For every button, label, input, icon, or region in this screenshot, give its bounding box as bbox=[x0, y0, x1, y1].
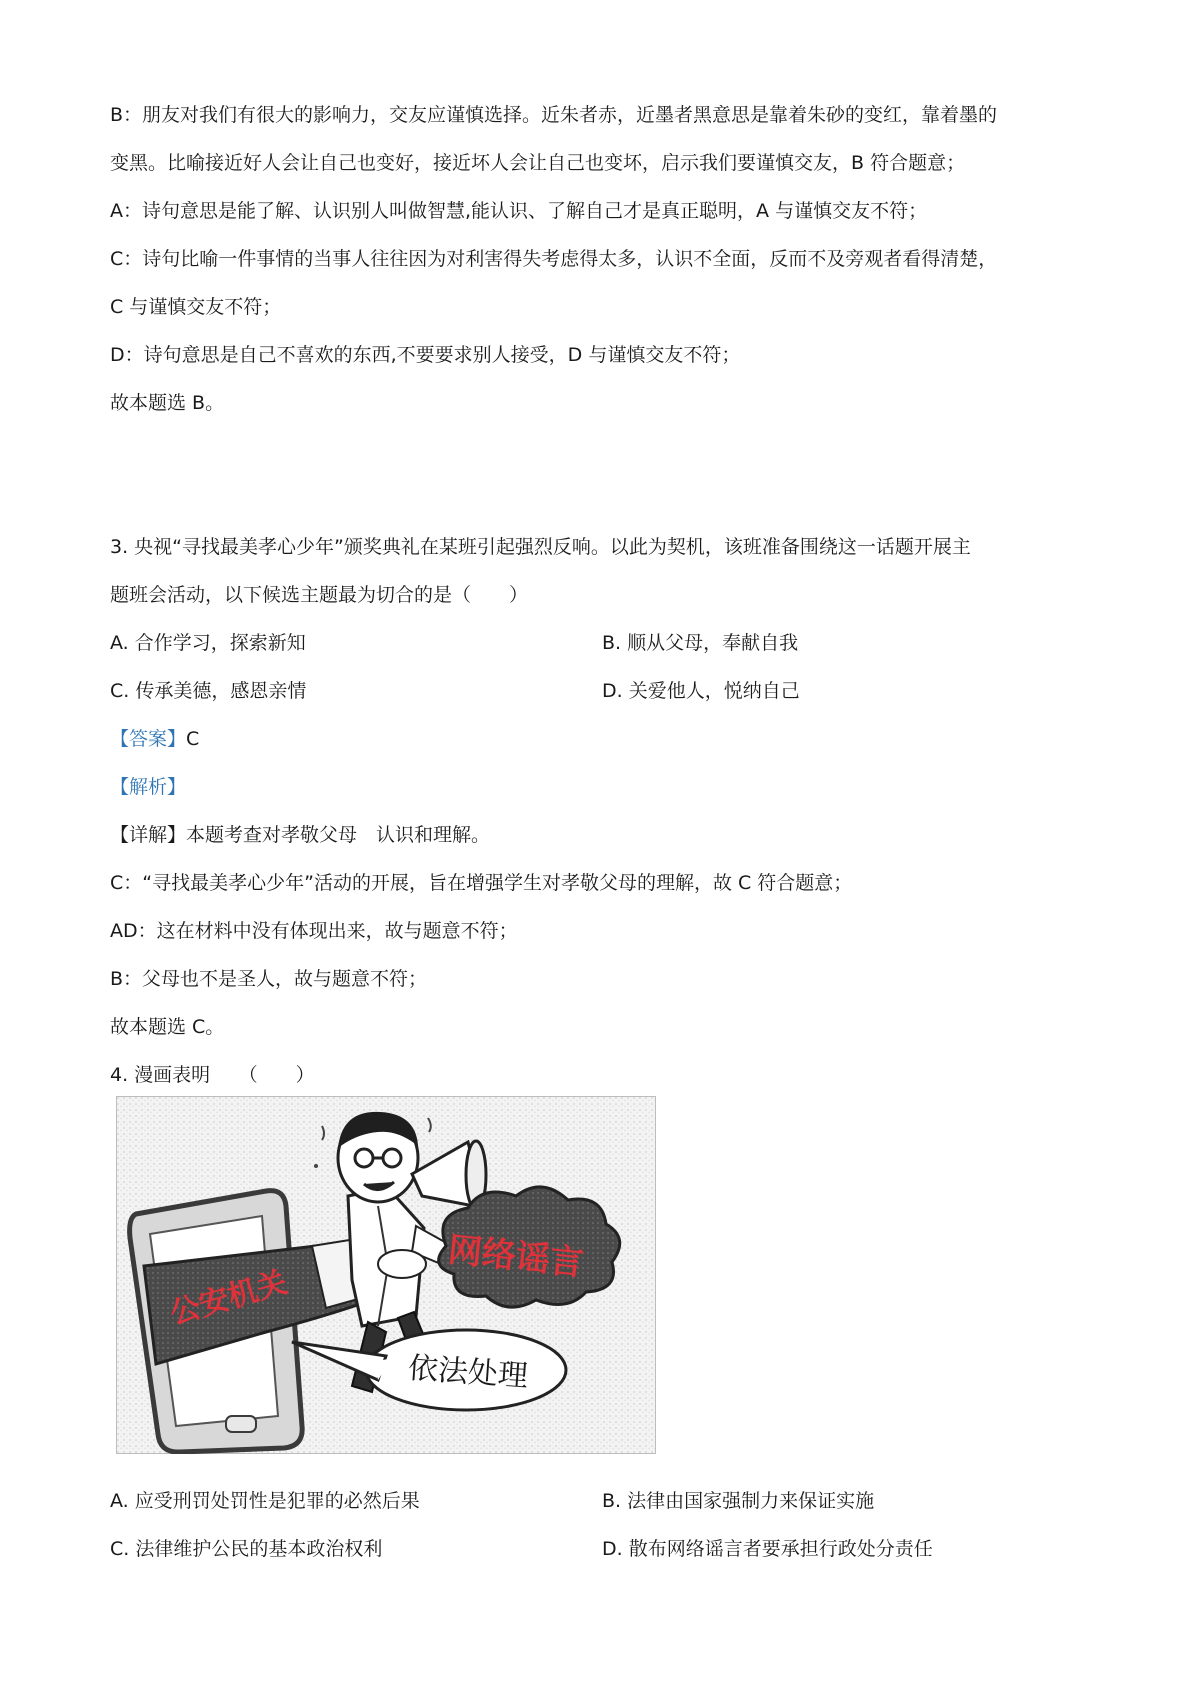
analysis-label: 【解析】 bbox=[110, 776, 187, 798]
explain-line-5: C 与谨慎交友不符； bbox=[110, 296, 282, 318]
answer-label: 【答案】 bbox=[110, 728, 187, 750]
q3-stem-line-1: 3. 央视“寻找最美孝心少年”颁奖典礼在某班引起强烈反响。以此为契机，该班准备围绕这一话题开展主 bbox=[110, 536, 971, 558]
q4-option-d: D. 散布网络谣言者要承担行政处分责任 bbox=[602, 1538, 933, 1560]
q3-stem-line-2: 题班会活动，以下候选主题最为切合的是（ ） bbox=[110, 584, 529, 606]
cartoon-label-police: 公安机关 bbox=[166, 1265, 292, 1332]
q3-line-2: AD：这在材料中没有体现出来，故与题意不符； bbox=[110, 920, 518, 942]
q3-detail: 【详解】本题考查对孝敬父母 认识和理解。 bbox=[110, 824, 491, 846]
q4-option-b: B. 法律由国家强制力来保证实施 bbox=[602, 1490, 875, 1512]
explain-line-4: C：诗句比喻一件事情的当事人往往因为对利害得失考虑得太多，认识不全面，反而不及旁观者看得清楚， bbox=[110, 248, 998, 270]
q3-option-a: A. 合作学习，探索新知 bbox=[110, 632, 306, 654]
answer-value: C bbox=[186, 728, 200, 750]
explain-line-2: 变黑。比喻接近好人会让自己也变好，接近坏人会让自己也变坏，启示我们要谨慎交友，B 符合题意； bbox=[110, 152, 966, 174]
explain-line-6: D：诗句意思是自己不喜欢的东西,不要要求别人接受，D 与谨慎交友不符； bbox=[110, 344, 741, 366]
q3-line-4: 故本题选 C。 bbox=[110, 1016, 225, 1038]
q4-option-a: A. 应受刑罚处罚性是犯罪的必然后果 bbox=[110, 1490, 420, 1512]
q3-option-b: B. 顺从父母，奉献自我 bbox=[602, 632, 799, 654]
q3-answer bbox=[110, 726, 199, 752]
cartoon-label-rumor: 网络谣言 bbox=[446, 1229, 586, 1284]
q3-option-c: C. 传承美德，感恩亲情 bbox=[110, 680, 307, 702]
cartoon-label-bubble: 依法处理 bbox=[406, 1350, 530, 1395]
q3-line-3: B：父母也不是圣人，故与题意不符； bbox=[110, 968, 428, 990]
q4-option-c: C. 法律维护公民的基本政治权利 bbox=[110, 1538, 383, 1560]
q3-line-1: C：“寻找最美孝心少年”活动的开展，旨在增强学生对孝敬父母的理解，故 C 符合题意； bbox=[110, 872, 853, 894]
cartoon-image bbox=[116, 1096, 656, 1454]
explain-line-1: B：朋友对我们有很大的影响力，交友应谨慎选择。近朱者赤，近墨者黑意思是靠着朱砂的变红，靠着墨的 bbox=[110, 104, 998, 126]
explain-line-3: A：诗句意思是能了解、认识别人叫做智慧,能认识、了解自己才是真正聪明，A 与谨慎交友不符； bbox=[110, 200, 928, 222]
q4-stem: 4. 漫画表明 （ ） bbox=[110, 1064, 315, 1086]
explain-line-7: 故本题选 B。 bbox=[110, 392, 225, 414]
q3-option-d: D. 关爱他人，悦纳自己 bbox=[602, 680, 800, 702]
